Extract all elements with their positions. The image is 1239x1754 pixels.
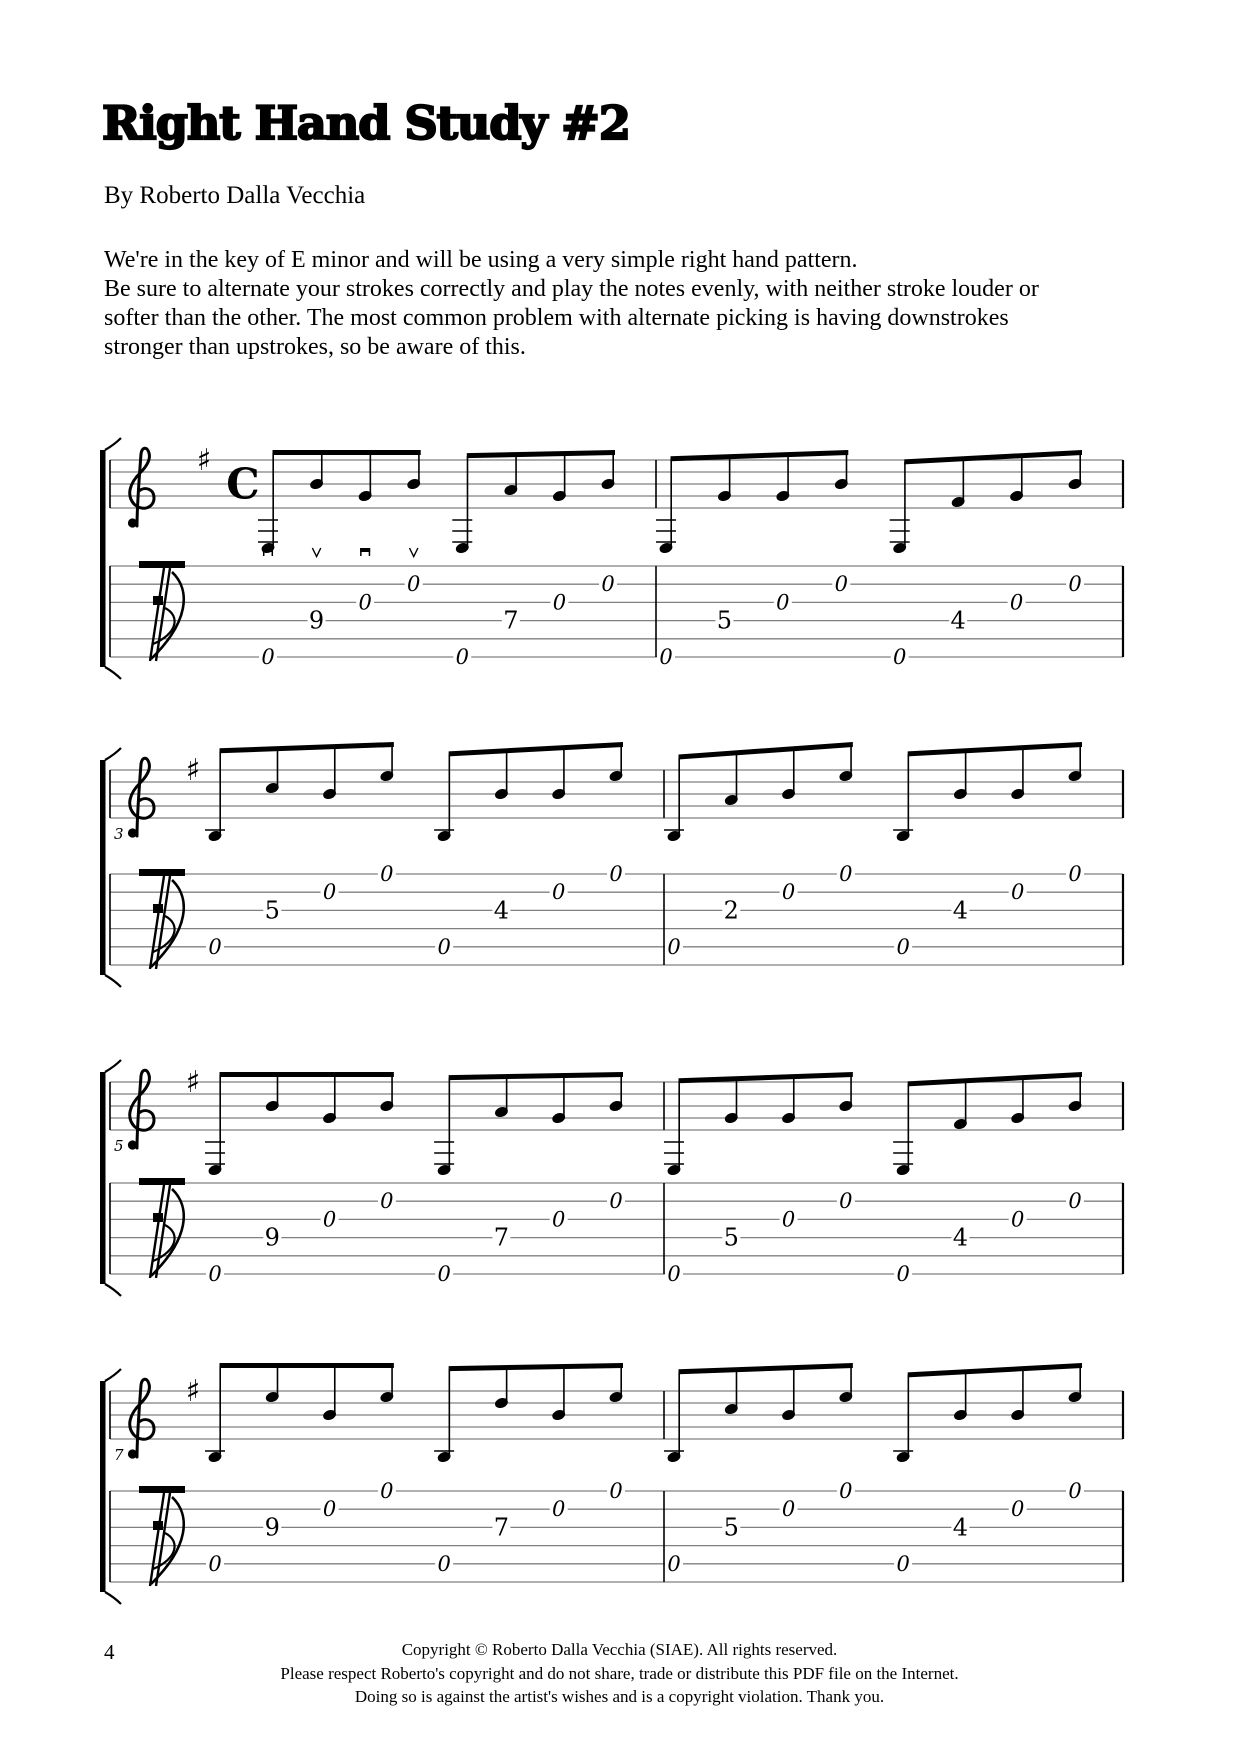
svg-text:2: 2 bbox=[723, 896, 739, 925]
system-1 bbox=[100, 438, 1123, 679]
svg-text:0: 0 bbox=[781, 880, 796, 905]
svg-text:0: 0 bbox=[322, 1207, 337, 1232]
footer-line: Copyright © Roberto Dalla Vecchia (SIAE). All rights reserved. bbox=[401, 1640, 838, 1659]
svg-text:♯: ♯ bbox=[185, 1374, 201, 1409]
svg-text:7: 7 bbox=[493, 1223, 510, 1252]
svg-text:0: 0 bbox=[839, 1189, 853, 1214]
svg-text:7: 7 bbox=[493, 1513, 510, 1542]
svg-text:0: 0 bbox=[667, 1262, 681, 1286]
paragraph-line: stronger than upstrokes, so be aware of this. bbox=[104, 334, 526, 360]
svg-text:♯: ♯ bbox=[196, 443, 212, 478]
svg-text:5: 5 bbox=[114, 1137, 124, 1155]
svg-text:0: 0 bbox=[839, 862, 853, 886]
svg-text:0: 0 bbox=[552, 880, 566, 905]
page-title: Right Hand Study #2 bbox=[102, 96, 630, 150]
svg-text:0: 0 bbox=[552, 1207, 566, 1232]
svg-text:0: 0 bbox=[1009, 590, 1024, 615]
svg-text:0: 0 bbox=[896, 1262, 910, 1286]
svg-text:0: 0 bbox=[776, 590, 790, 615]
svg-text:0: 0 bbox=[437, 1551, 451, 1576]
paragraph-line: softer than the other. The most common problem with alternate picking is having downstrokes bbox=[104, 305, 1009, 331]
svg-text:7: 7 bbox=[503, 606, 519, 635]
system-4 bbox=[100, 1363, 1123, 1604]
svg-text:0: 0 bbox=[208, 1262, 222, 1286]
svg-text:0: 0 bbox=[1011, 1497, 1025, 1522]
svg-text:0: 0 bbox=[609, 1189, 623, 1214]
page-number: 4 bbox=[104, 1640, 115, 1664]
svg-text:♯: ♯ bbox=[185, 753, 201, 788]
svg-text:0: 0 bbox=[609, 862, 623, 886]
svg-text:0: 0 bbox=[781, 1497, 796, 1522]
svg-text:0: 0 bbox=[834, 572, 848, 597]
svg-text:3: 3 bbox=[114, 825, 124, 843]
svg-text:5: 5 bbox=[716, 606, 733, 635]
system-2 bbox=[100, 742, 1123, 987]
footer-line: Doing so is against the artist's wishes and is a copyright violation. Thank you. bbox=[354, 1687, 885, 1706]
svg-text:5: 5 bbox=[723, 1223, 739, 1252]
svg-text:0: 0 bbox=[839, 1479, 853, 1503]
svg-text:0: 0 bbox=[380, 1479, 394, 1503]
svg-text:0: 0 bbox=[322, 1497, 337, 1522]
svg-text:0: 0 bbox=[601, 572, 615, 597]
svg-text:0: 0 bbox=[455, 645, 469, 669]
svg-text:0: 0 bbox=[609, 1479, 623, 1503]
svg-text:9: 9 bbox=[264, 1513, 280, 1542]
svg-text:0: 0 bbox=[380, 1189, 394, 1214]
svg-text:0: 0 bbox=[407, 572, 421, 597]
footer-line: Please respect Roberto's copyright and do not share, trade or distribute this PDF file on the Internet. bbox=[280, 1663, 959, 1683]
copyright-footer bbox=[0, 1638, 1239, 1709]
svg-text:4: 4 bbox=[952, 1223, 969, 1252]
svg-text:♯: ♯ bbox=[185, 1065, 201, 1100]
svg-text:0: 0 bbox=[781, 1207, 796, 1232]
svg-text:0: 0 bbox=[893, 645, 907, 669]
svg-text:9: 9 bbox=[264, 1223, 280, 1252]
svg-text:0: 0 bbox=[437, 934, 451, 959]
svg-text:C: C bbox=[226, 459, 260, 509]
svg-text:4: 4 bbox=[493, 896, 510, 925]
svg-text:0: 0 bbox=[896, 934, 910, 959]
byline: By Roberto Dalla Vecchia bbox=[104, 182, 366, 209]
svg-text:0: 0 bbox=[1068, 1479, 1082, 1503]
svg-text:7: 7 bbox=[114, 1446, 124, 1464]
svg-text:0: 0 bbox=[322, 880, 337, 905]
svg-text:9: 9 bbox=[308, 606, 325, 635]
svg-text:0: 0 bbox=[1068, 862, 1082, 886]
system-3 bbox=[100, 1060, 1123, 1296]
svg-text:0: 0 bbox=[437, 1262, 451, 1286]
svg-text:0: 0 bbox=[667, 1551, 681, 1576]
svg-text:0: 0 bbox=[1068, 572, 1082, 597]
paragraph-line: Be sure to alternate your strokes correctly and play the notes evenly, with neither stroke louder or bbox=[104, 276, 1039, 302]
svg-text:0: 0 bbox=[896, 1551, 910, 1576]
svg-text:0: 0 bbox=[552, 590, 567, 615]
svg-text:0: 0 bbox=[380, 862, 394, 886]
svg-text:0: 0 bbox=[208, 1551, 222, 1576]
svg-text:0: 0 bbox=[358, 590, 372, 615]
svg-text:4: 4 bbox=[952, 896, 969, 925]
svg-text:0: 0 bbox=[261, 645, 275, 669]
svg-text:0: 0 bbox=[208, 934, 222, 959]
svg-text:0: 0 bbox=[552, 1497, 566, 1522]
svg-text:5: 5 bbox=[264, 896, 280, 925]
svg-text:4: 4 bbox=[950, 606, 966, 635]
svg-text:0: 0 bbox=[667, 934, 681, 959]
svg-text:5: 5 bbox=[723, 1513, 739, 1542]
svg-text:0: 0 bbox=[1011, 880, 1025, 905]
svg-text:0: 0 bbox=[1011, 1207, 1025, 1232]
svg-text:0: 0 bbox=[1068, 1189, 1082, 1214]
svg-text:4: 4 bbox=[952, 1513, 969, 1542]
paragraph-line: We're in the key of E minor and will be using a very simple right hand pattern. bbox=[104, 247, 858, 273]
svg-text:0: 0 bbox=[659, 645, 673, 669]
